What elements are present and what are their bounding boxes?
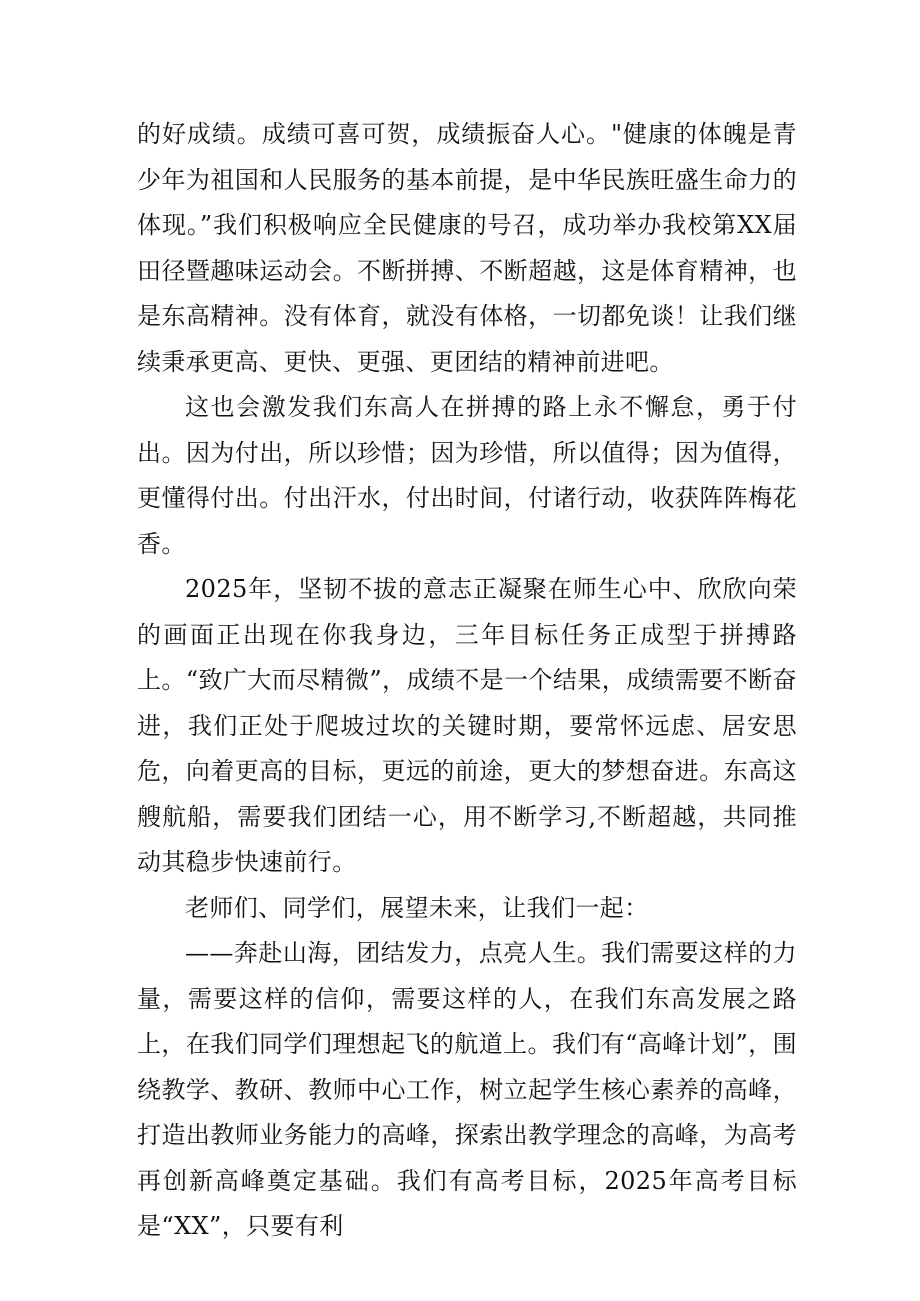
paragraph-4: 老师们、同学们，展望未来，让我们一起： — [185, 893, 649, 922]
document-body — [137, 112, 797, 1250]
paragraph-3: 2025年，坚韧不拔的意志正凝聚在师生心中、欣欣向荣的画面正出现在你我身边，三年目标任务正成型于拼搏路上。“致广大而尽精微”，成绩不是一个结果，成绩需要不断奋进，我们正处于爬坡过坎的关键时期，要常怀远虑、居安思危，向着更高的目标，更远的前途，更大的梦想奋进。东高这艘航船，需要我们团结一心，用不断学习,不断超越，共同推动其稳步快速前行。 — [137, 575, 797, 876]
paragraph-5: ——奔赴山海，团结发力，点亮人生。我们需要这样的力量，需要这样的信仰，需要这样的人，在我们东高发展之路上，在我们同学们理想起飞的航道上。我们有“高峰计划”，围绕教学、教研、教师中心工作，树立起学生核心素养的高峰，打造出教师业务能力的高峰，探索出教学理念的高峰，为高考再创新高峰奠定基础。我们有高考目标，2025年高考目标是“XX”，只要有利 — [137, 939, 797, 1240]
paragraph-1: 的好成绩。成绩可喜可贺，成绩振奋人心。"健康的体魄是青少年为祖国和人民服务的基本前提，是中华民族旺盛生命力的体现。”我们积极响应全民健康的号召，成功举办我校第XX届田径暨趣味运动会。不断拼搏、不断超越，这是体育精神，也是东高精神。没有体育，就没有体格，一切都免谈！让我们继续秉承更高、更快、更强、更团结的精神前进吧。 — [137, 120, 797, 376]
paragraph-2: 这也会激发我们东高人在拼搏的路上永不懈怠，勇于付出。因为付出，所以珍惜；因为珍惜，所以值得；因为值得，更懂得付出。付出汗水，付出时间，付诸行动，收获阵阵梅花香。 — [137, 393, 797, 558]
